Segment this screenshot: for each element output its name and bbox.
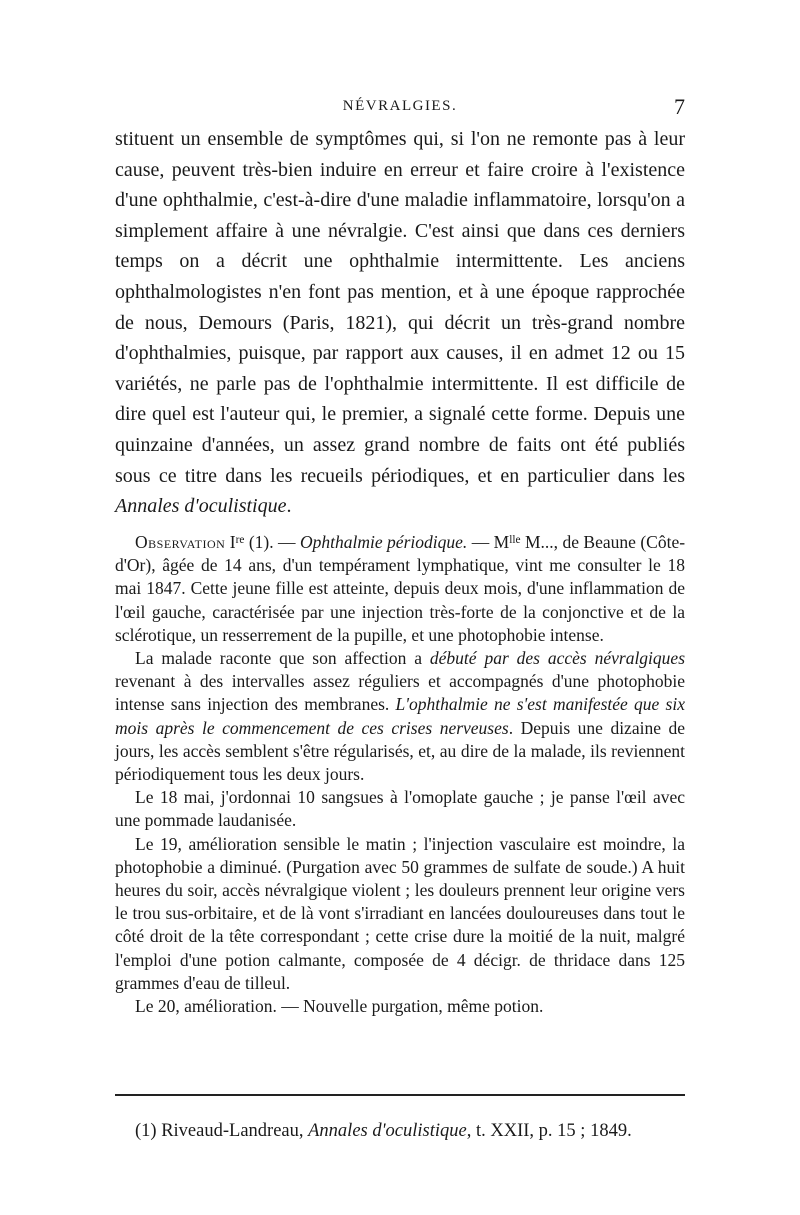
patient-title-sup: lle	[509, 533, 521, 546]
footnote-marker: (1)	[135, 1121, 157, 1141]
page-number: 7	[674, 94, 685, 119]
observation-section	[115, 531, 685, 1018]
history-emphasis-2: L'ophthalmie ne s'est manifestée que six mois après le commencement de ces crises nerveuses	[115, 694, 685, 738]
intro-text: stituent un ensemble de symptômes qui, si l'on ne remonte pas à leur cause, peuvent très-bien induire en erreur et faire croire à l'existence d'une ophthalmie, c'est-à-dire d'une maladie inflammatoire, lorsqu'on a simplement affaire à une névralgie. C'est ainsi que dans ces derniers temps on a décrit une ophthalmie intermittente. Les anciens ophthalmologistes n'en font pas mention, et à une époque rapprochée de nous, Demours (Paris, 1821), qui décrit un très-grand nombre d'ophthalmies, puisque, par rapport aux causes, il en admet 12 ou 15 variétés, ne parle pas de l'ophthalmie intermittente. Il est difficile de dire quel est l'auteur qui, le premier, a signalé cette forme. Depuis une quinzaine d'années, un assez grand nombre de faits ont été publiés sous ce titre dans les recueils périodiques, et en particulier dans les	[115, 128, 685, 487]
intro-text-block	[115, 124, 685, 522]
page-header	[115, 94, 685, 122]
history-text-c: revenant à des intervalles assez réguliers et accompagnés d'une photophobie intense sans injection des membranes.	[115, 671, 685, 715]
observation-paragraph	[115, 531, 685, 647]
day19-paragraph: Le 19, amélioration sensible le matin ; l'injection vasculaire est moindre, la photophobie a diminué. (Purgation avec 50 grammes de sulfate de soude.) A huit heures du soir, accès névralgique violent ; les douleurs prennent leur origine vers le trou sus-orbitaire, et de là vont s'irradiant en lancées douloureuses dans tout le côté droit de la tête correspondant ; cette crise dure la moitié de la nuit, malgré l'emploi d'une potion calmante, composée de 4 décigr. de thridace dans 125 grammes d'eau de tilleul.	[115, 833, 685, 993]
patient-title: M	[493, 532, 510, 552]
day18-paragraph: Le 18 mai, j'ordonnai 10 sangsues à l'omoplate gauche ; je panse l'œil avec une pommade laudanisée.	[115, 787, 685, 831]
observation-title: Ophthalmie périodique.	[300, 532, 468, 552]
journal-title: Annales d'oculistique	[115, 495, 287, 518]
footnote-journal: Annales d'oculistique	[308, 1121, 467, 1141]
observation-label: Observation	[135, 532, 226, 552]
intro-paragraph	[115, 124, 685, 522]
history-text-a: La malade raconte que son affection a	[135, 648, 430, 669]
footnote-author: Riveaud-Landreau,	[156, 1121, 309, 1141]
day20-paragraph: Le 20, amélioration. — Nouvelle purgation, même potion.	[135, 996, 544, 1017]
observation-number: I	[229, 532, 236, 552]
history-emphasis-1: débuté par des accès névralgiques	[429, 648, 686, 669]
observation-number-sup: re	[235, 533, 245, 546]
observation-dash-2: —	[467, 532, 494, 552]
history-paragraph	[115, 647, 685, 786]
intro-end: .	[286, 495, 292, 518]
observation-dash: —	[273, 532, 300, 552]
footnote	[115, 1118, 685, 1144]
running-title: NÉVRALGIES.	[342, 98, 458, 114]
history-text-e: . Depuis une dizaine de jours, les accès semblent s'être régularisés, et, au dire de la malade, ils reviennent périodiquement tous les deux jours.	[115, 717, 686, 785]
observation-ref: (1).	[248, 532, 274, 552]
footnote-divider	[115, 1094, 685, 1096]
footnote-details: , t. XXII, p. 15 ; 1849.	[466, 1121, 632, 1141]
observation-text: M..., de Beaune (Côte-d'Or), âgée de 14 ans, d'un tempérament lymphatique, vint me consulter le 18 mai 1847. Cette jeune fille est atteinte, depuis deux mois, d'une inflammation de l'œil gauche, caractérisée par une injection très-forte de la conjonctive et de la sclérotique, un resserrement de la pupille, et une photophobie intense.	[115, 532, 686, 645]
